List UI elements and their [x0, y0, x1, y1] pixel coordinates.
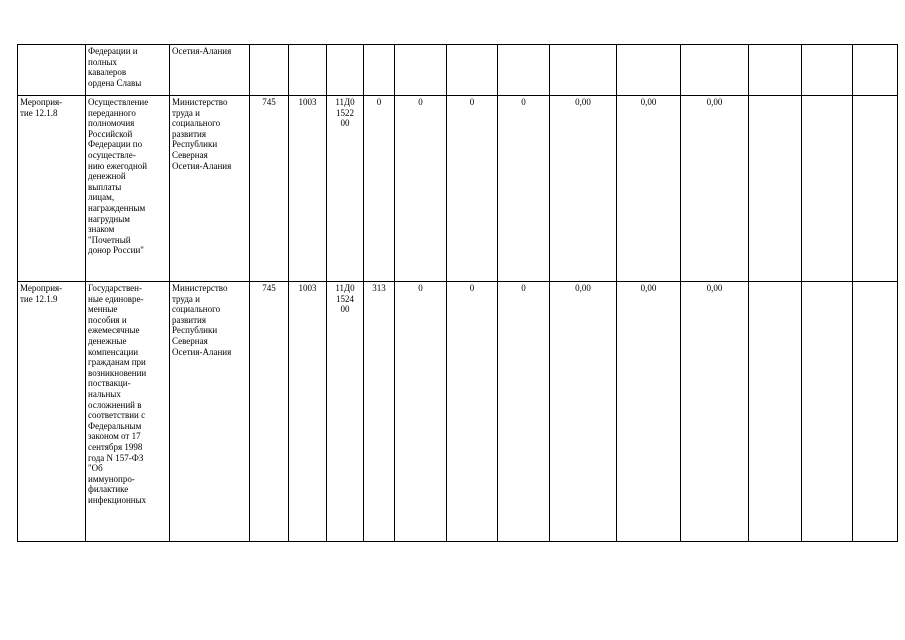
value-cell: [447, 45, 498, 96]
value-cell: [681, 45, 749, 96]
vr-cell: 0: [364, 96, 395, 282]
grbs-cell: 745: [250, 282, 289, 542]
value-cell: 0,00: [550, 282, 617, 542]
csr-cell: 11Д0 1524 00: [327, 282, 364, 542]
executor-cell: Осетия-Алания: [170, 45, 250, 96]
code-cell: Мероприя- тие 12.1.8: [18, 96, 86, 282]
value-cell: 0,00: [617, 282, 681, 542]
value-cell: 0,00: [681, 282, 749, 542]
empty-cell: [749, 45, 802, 96]
code-cell: [18, 45, 86, 96]
grbs-cell: 745: [250, 96, 289, 282]
value-cell: [550, 45, 617, 96]
executor-cell: Министерство труда и социального развития Республики Северная Осетия-Алания: [170, 96, 250, 282]
budget-table: [17, 44, 898, 542]
rzpr-cell: 1003: [289, 96, 327, 282]
name-cell: Государствен- ные единовре- менные пособия и ежемесячные денежные компенсации гражданам при возникновении поствакци- нальных осложнений в соответствии с Федеральным законом от 17 сентября 1998 года N 157-ФЗ "Об иммунопро- филактике инфекционных: [86, 282, 170, 542]
vr-cell: [364, 45, 395, 96]
budget-table-page: [17, 44, 897, 541]
grbs-cell: [250, 45, 289, 96]
empty-cell: [802, 96, 853, 282]
table-row: [18, 282, 898, 542]
value-cell: 0,00: [550, 96, 617, 282]
empty-cell: [853, 96, 898, 282]
value-cell: 0: [447, 96, 498, 282]
value-cell: 0,00: [681, 96, 749, 282]
value-cell: [498, 45, 550, 96]
empty-cell: [853, 45, 898, 96]
table-row: [18, 45, 898, 96]
value-cell: 0,00: [617, 96, 681, 282]
empty-cell: [802, 282, 853, 542]
rzpr-cell: 1003: [289, 282, 327, 542]
value-cell: 0: [395, 282, 447, 542]
value-cell: [617, 45, 681, 96]
value-cell: 0: [498, 282, 550, 542]
table-row: [18, 96, 898, 282]
empty-cell: [853, 282, 898, 542]
empty-cell: [802, 45, 853, 96]
name-cell: Федерации и полных кавалеров ордена Славы: [86, 45, 170, 96]
code-cell: Мероприя- тие 12.1.9: [18, 282, 86, 542]
csr-cell: [327, 45, 364, 96]
empty-cell: [749, 96, 802, 282]
rzpr-cell: [289, 45, 327, 96]
value-cell: 0: [395, 96, 447, 282]
csr-cell: 11Д0 1522 00: [327, 96, 364, 282]
empty-cell: [749, 282, 802, 542]
value-cell: [395, 45, 447, 96]
executor-cell: Министерство труда и социального развития Республики Северная Осетия-Алания: [170, 282, 250, 542]
value-cell: 0: [447, 282, 498, 542]
vr-cell: 313: [364, 282, 395, 542]
name-cell: Осуществление переданного полномочия Российской Федерации по осуществле- нию ежегодной денежной выплаты лицам, награжденным нагрудным знаком "Почетный донор России": [86, 96, 170, 282]
value-cell: 0: [498, 96, 550, 282]
